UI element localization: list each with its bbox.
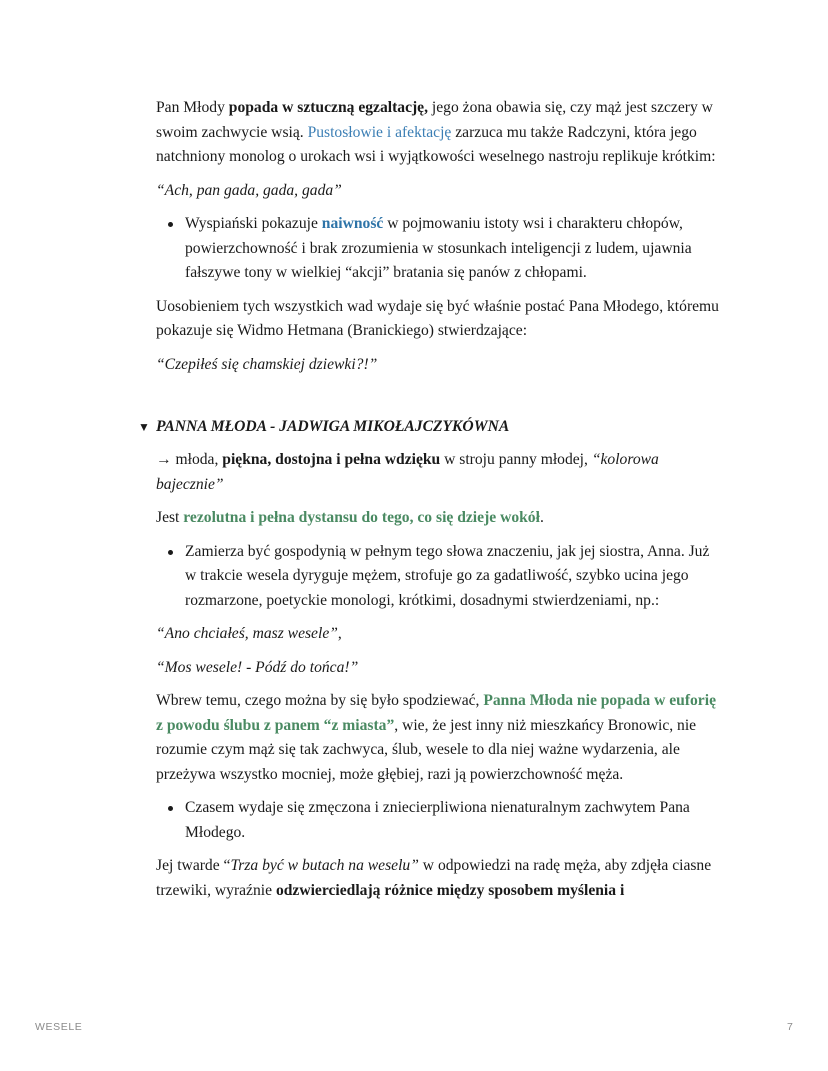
quote: “Mos wesele! - Pódź do tońca!” [156, 658, 359, 676]
highlight-term: Panna Młoda nie popada w euforię z powodu ślubu z panem “z miasta” [156, 692, 716, 734]
bold-text: odzwierciedlają różnice między sposobem myślenia i [275, 881, 625, 899]
paragraph: Pan Młody popada w sztuczną egzaltację, jego żona obawia się, czy mąż jest szczery w swoim zachwycie wsią. Pustosłowie i afektację zarzuca mu także Radczyni, która jego natchniony monolog o urokach wsi i wyjątkowości weselnego nastroju replikuje krótkim: [156, 99, 716, 165]
quote: “Czepiłeś się chamskiej dziewki?!” [156, 355, 378, 373]
paragraph: Wbrew temu, czego można by się było spodziewać, Panna Młoda nie popada w euforię z powodu ślubu z panem “z miasta”, wie, że jest inny niż mieszkańcy Bronowic, nie rozumie czym mąż się tak zachwyca, ślub, wesele to dla niej ważne wydarzenia, ale przeżywa wszystko mocniej, może głębiej, razi ją powierzchowność męża. [156, 692, 716, 783]
highlight-term: naiwność [321, 215, 384, 232]
bullet-list [156, 796, 721, 845]
list-item: Czasem wydaje się zmęczona i zniecierpliwiona nienaturalnym zachwytem Pana Młodego. [156, 796, 721, 845]
bold-text: popada w sztuczną egzaltację, [228, 99, 429, 116]
list-item: Wyspiański pokazuje naiwność w pojmowaniu istoty wsi i charakteru chłopów, powierzchowność i brak zrozumienia w stosunkach inteligencji z ludem, ujawnia fałszywe tony w wielkiej “akcji” bratania się panów z chłopami. [156, 212, 721, 286]
bold-text: piękna, dostojna i pełna wdzięku [222, 451, 441, 468]
heading-text: PANNA MŁODA - JADWIGA MIKOŁAJCZYKÓWNA [156, 418, 510, 435]
bullet-list [156, 212, 721, 286]
bullet-list [156, 540, 721, 614]
highlight-term: rezolutna i pełna dystansu do tego, co się dzieje wokół [183, 509, 540, 526]
italic-text: Trza być w butach na weselu” [230, 857, 419, 874]
quote: “Ano chciałeś, masz wesele”, [156, 625, 342, 642]
paragraph: Jest rezolutna i pełna dystansu do tego, co się dzieje wokół. [156, 509, 544, 526]
highlight-link[interactable]: Pustosłowie i afektację [307, 123, 452, 141]
toggle-triangle-icon[interactable]: ▼ [138, 420, 150, 434]
paragraph: → młoda, piękna, dostojna i pełna wdzięku w stroju panny młodej, “kolorowa bajecznie” [156, 451, 659, 493]
italic-text: “kolorowa bajecznie” [156, 451, 659, 493]
document-body [138, 96, 721, 903]
footer-page-number: 7 [787, 1021, 794, 1033]
footer-document-title: WESELE [35, 1021, 83, 1033]
paragraph: Uosobieniem tych wszystkich wad wydaje się być właśnie postać Pana Młodego, któremu pokazuje się Widmo Hetmana (Branickiego) stwierdzające: [156, 297, 719, 339]
quote: “Ach, pan gada, gada, gada” [156, 181, 342, 199]
paragraph: Jej twarde “Trza być w butach na weselu” w odpowiedzi na radę męża, aby zdjęła ciasne trzewiki, wyraźnie odzwierciedlają różnice między sposobem myślenia i [156, 857, 712, 899]
section-heading [138, 415, 721, 439]
list-item: Zamierza być gospodynią w pełnym tego słowa znaczeniu, jak jej siostra, Anna. Już w trakcie wesela dyryguje mężem, strofuje go za gadatliwość, szybko ucina jego rozmarzone, poetyckie monologi, krótkimi, dosadnymi stwierdzeniami, np.: [156, 540, 721, 614]
